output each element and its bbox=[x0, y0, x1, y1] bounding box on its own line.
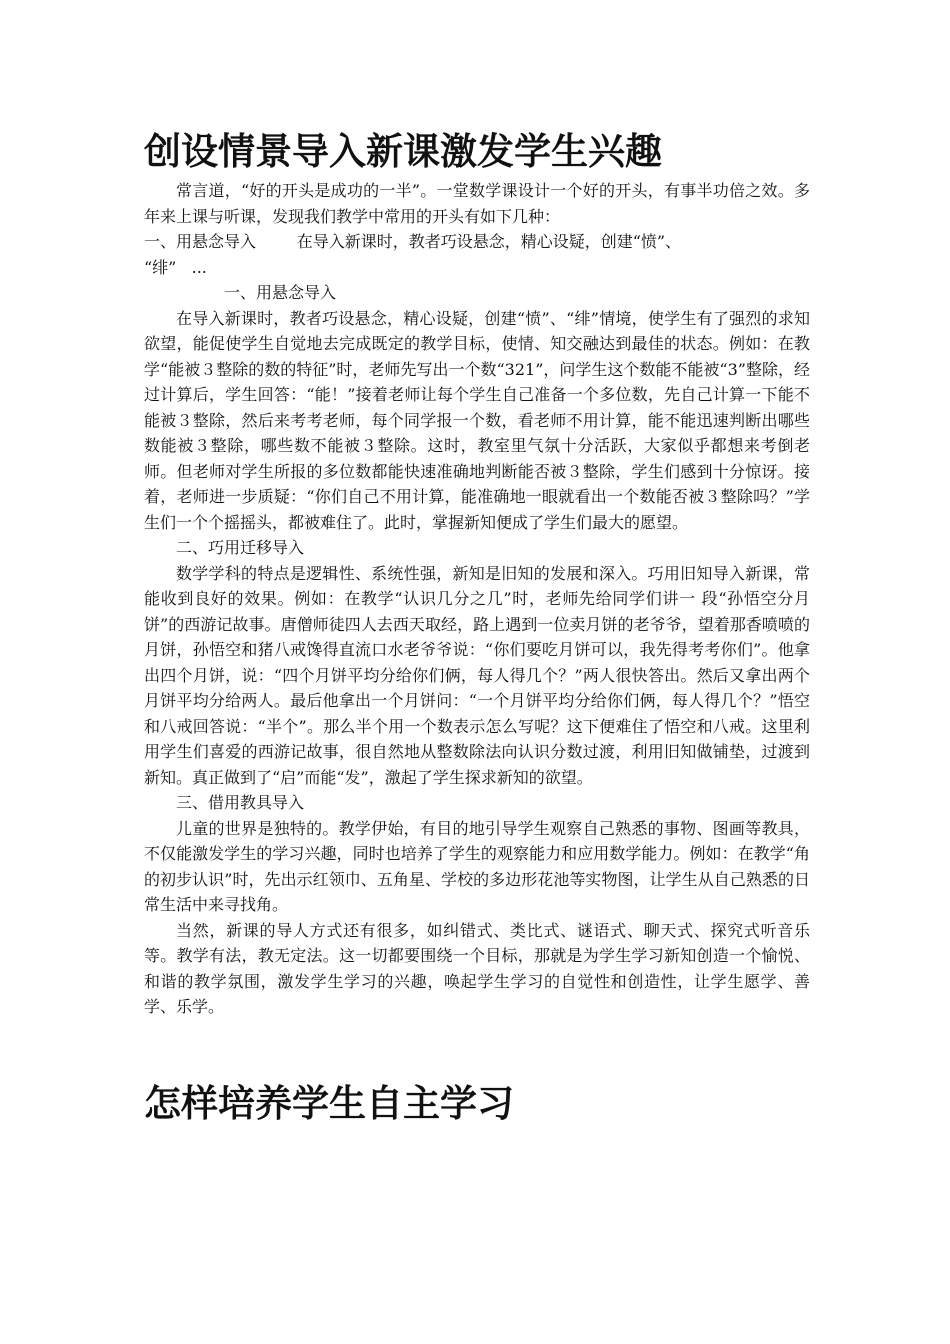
section-heading: 三、借用教具导入 bbox=[176, 793, 305, 812]
intro-paragraph: 常言道，“好的开头是成功的一半”。一堂数学课设计一个好的开头，有事半功倍之效。多年来上课与听课，发现我们教学中常用的开头有如下几种： bbox=[144, 181, 810, 226]
next-article-title: 怎样培养学生自主学习 bbox=[144, 1081, 514, 1125]
section-heading: 二、巧用迁移导入 bbox=[176, 538, 305, 557]
article-title: 创设情景导入新课激发学生兴趣 bbox=[144, 130, 662, 173]
summary-line: 一、用悬念导入 在导入新课时，教者巧设悬念，精心设疑，创建“愤”、 bbox=[144, 232, 682, 251]
section-heading: 一、用悬念导入 bbox=[224, 283, 337, 302]
section-paragraph: 数学学科的特点是逻辑性、系统性强，新知是旧知的发展和深入。巧用旧知导入新课，常能收到良好的效果。例如：在教学“认识几分之几”时，老师先给同学们讲一 段“孙悟空分月饼”的西游记故事。唐僧师徒四人去西天取经，路上遇到一位卖月饼的老爷爷，望着那香喷喷的月饼，孙悟空和猪八戒馋得直流口水老爷爷说：“你们要吃月饼可以，我先得考考你们”。他拿出四个月饼，说：“四个月饼平均分给你们俩，每人得几个？”两人很快答出。然后又拿出两个月饼平均分给两人。最后他拿出一个月饼问：“一个月饼平均分给你们俩，每人得几个？”悟空和八戒回答说：“半个”。那么半个用一个数表示怎么写呢？这下便难住了悟空和八戒。这里利用学生们喜爱的西游记故事，很自然地从整数除法向认识分数过渡，利用旧知做铺垫，过渡到新知。真正做到了“启”而能“发”，激起了学生探求新知的欲望。 bbox=[144, 563, 810, 787]
conclusion-paragraph: 当然，新课的导人方式还有很多，如纠错式、类比式、谜语式、聊天式、探究式听音乐等。教学有法，教无定法。这一切都要围绕一个目标，那就是为学生学习新知创造一个愉悦、和谐的教学氛围，激发学生学习的兴趣，唤起学生学习的自觉性和创造性，让学生愿学、善学、乐学。 bbox=[144, 920, 810, 1016]
document-page bbox=[144, 120, 810, 1130]
section-paragraph: 在导入新课时，教者巧设悬念，精心设疑，创建“愤”、“绯”情境，使学生有了强烈的求知欲望，能促使学生自觉地去完成既定的教学目标，使情、知交融达到最佳的状态。例如：在教学“能被３整除的数的特征”时，老师先写出一个数“321”，问学生这个数能不能被“3”整除，经过计算后，学生回答：“能！”接着老师让每个学生自己准备一个多位数，先自己计算一下能不能被３整除，然后来考考老师，每个同学报一个数，看老师不用计算，能不能迅速判断出哪些数能被３整除，哪些数不能被３整除。这时，教室里气氛十分活跃，大家似乎都想来考倒老师。但老师对学生所报的多位数都能快速准确地判断能否被３整除，学生们感到十分惊讶。接着，老师进一步质疑：“你们自己不用计算，能准确地一眼就看出一个数能否被３整除吗？”学生们一个个摇摇头，都被难住了。此时，掌握新知便成了学生们最大的愿望。 bbox=[144, 308, 810, 532]
summary-line: “绯” ... bbox=[144, 257, 207, 277]
section-paragraph: 儿童的世界是独特的。教学伊始，有目的地引导学生观察自己熟悉的事物、图画等教具，不仅能激发学生的学习兴趣，同时也培养了学生的观察能力和应用数学能力。例如：在教学“角的初步认识”时，先出示红领巾、五角星、学校的多边形花池等实物图，让学生从自己熟悉的日常生活中来寻找角。 bbox=[144, 818, 810, 914]
